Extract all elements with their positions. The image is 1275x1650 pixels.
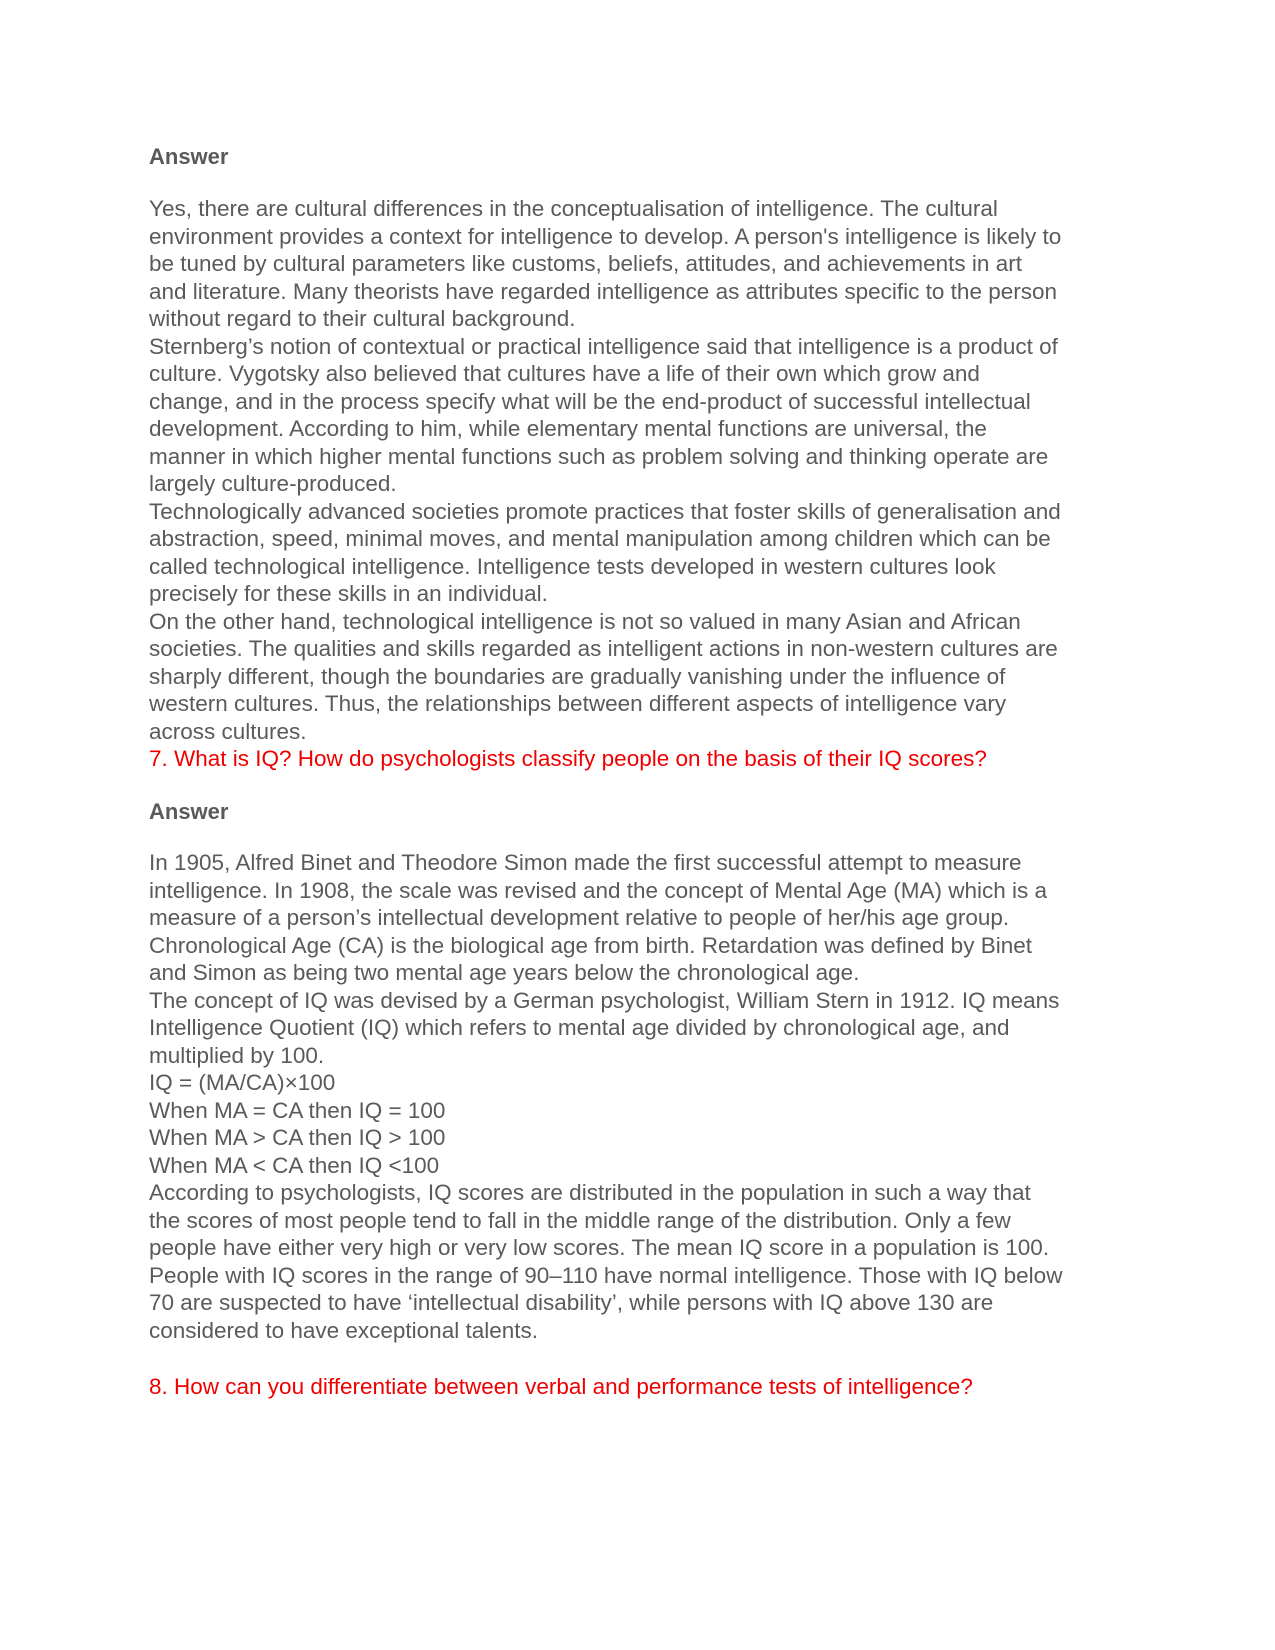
text-line: the scores of most people tend to fall in the middle range of the distribution. Only a few [149,1207,1011,1233]
text-line: people have either very high or very low scores. The mean IQ score in a population is 100. [149,1235,1050,1260]
text-line: environment provides a context for intelligence to develop. A person's intelligence is likely to [149,223,1062,249]
text-line: People with IQ scores in the range of 90–110 have normal intelligence. Those with IQ below [149,1262,1063,1288]
text-line: When MA > CA then IQ > 100 [149,1125,446,1150]
text-line: The concept of IQ was devised by a German psychologist, William Stern in 1912. IQ means [149,987,1060,1013]
text-line: Technologically advanced societies promote practices that foster skills of generalisation and [149,498,1061,524]
text-line: Sternberg’s notion of contextual or practical intelligence said that intelligence is a product of [149,333,1058,359]
text-line: Intelligence Quotient (IQ) which refers to mental age divided by chronological age, and [149,1015,1010,1040]
question-7: 7. What is IQ? How do psychologists classify people on the basis of their IQ scores? [149,746,987,771]
answer-heading: Answer [149,799,229,824]
text-line: abstraction, speed, minimal moves, and mental manipulation among children which can be [149,526,1051,551]
text-line: western cultures. Thus, the relationships between different aspects of intelligence vary [149,691,1007,716]
text-line: Chronological Age (CA) is the biological age from birth. Retardation was defined by Binet [149,932,1032,958]
text-line: measure of a person’s intellectual development relative to people of her/his age group. [149,905,1010,930]
text-line: On the other hand, technological intelligence is not so valued in many Asian and African [149,608,1021,634]
text-line: largely culture-produced. [149,471,397,496]
text-line: be tuned by cultural parameters like customs, beliefs, attitudes, and achievements in art [149,251,1022,276]
text-line: considered to have exceptional talents. [149,1317,539,1343]
text-line: called technological intelligence. Intelligence tests developed in western cultures look [149,553,996,579]
text-line: societies. The qualities and skills regarded as intelligent actions in non-western cultures are [149,636,1058,661]
answer-paragraph [149,195,1139,745]
text-line: Yes, there are cultural differences in the conceptualisation of intelligence. The cultural [149,196,998,221]
text-line: intelligence. In 1908, the scale was revised and the concept of Mental Age (MA) which is a [149,877,1048,903]
text-line: When MA < CA then IQ <100 [149,1152,440,1178]
text-line: and literature. Many theorists have regarded intelligence as attributes specific to the person [149,278,1058,304]
text-line: culture. Vygotsky also believed that cultures have a life of their own which grow and [149,361,980,386]
question-8: 8. How can you differentiate between verbal and performance tests of intelligence? [149,1374,973,1399]
text-line: without regard to their cultural background. [149,306,576,331]
text-line: In 1905, Alfred Binet and Theodore Simon made the first successful attempt to measure [149,850,1022,875]
text-line: development. According to him, while elementary mental functions are universal, the [149,416,987,441]
text-line: IQ = (MA/CA)×100 [149,1070,336,1095]
text-line: According to psychologists, IQ scores are distributed in the population in such a way that [149,1180,1031,1205]
text-line: 70 are suspected to have ‘intellectual disability’, while persons with IQ above 130 are [149,1290,994,1315]
text-line: multiplied by 100. [149,1042,325,1068]
text-line: manner in which higher mental functions such as problem solving and thinking operate are [149,443,1049,469]
text-line: across cultures. [149,718,307,744]
text-line: sharply different, though the boundaries are gradually vanishing under the influence of [149,663,1006,689]
text-line: precisely for these skills in an individual. [149,581,548,606]
text-line: and Simon as being two mental age years below the chronological age. [149,960,860,985]
answer-heading: Answer [149,144,229,169]
text-line: When MA = CA then IQ = 100 [149,1097,446,1123]
answer-paragraph [149,849,1139,1344]
text-line: change, and in the process specify what will be the end-product of successful intellectual [149,388,1031,414]
